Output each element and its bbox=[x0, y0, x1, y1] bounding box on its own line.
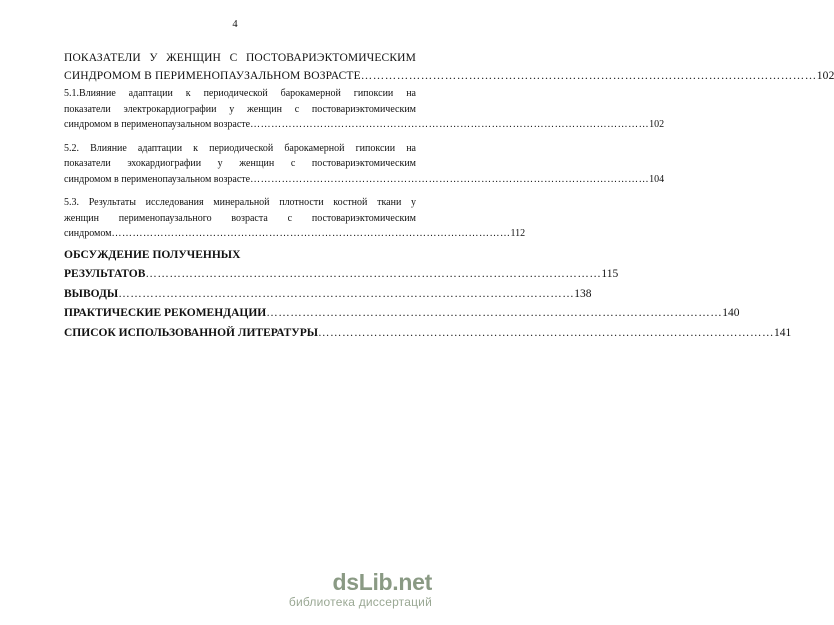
toc-leader: …………………………………………………………………………………………………… bbox=[250, 119, 650, 130]
toc-item-line bbox=[64, 117, 665, 133]
toc-heading-line bbox=[64, 68, 834, 86]
toc-item-text: синдромом bbox=[64, 228, 112, 239]
toc-page-number: 115 bbox=[601, 268, 619, 280]
watermark-logo[interactable] bbox=[282, 569, 432, 613]
toc-page-number: 141 bbox=[774, 326, 792, 339]
toc-page-number: 102 bbox=[649, 119, 665, 130]
toc-conclusions-text: ВЫВОДЫ bbox=[64, 287, 119, 300]
table-of-contents bbox=[64, 50, 834, 343]
toc-leader: …………………………………………………………………………………………………… bbox=[145, 268, 602, 280]
toc-item-line: 5.2. Влияние адаптации к периодической барокамерной гипоксии на bbox=[64, 142, 416, 154]
toc-item-line: показатели эхокардиографии у женщин с постовариэктомическим bbox=[64, 158, 416, 169]
toc-page-number: 112 bbox=[510, 228, 526, 239]
toc-leader: …………………………………………………………………………………………………… bbox=[111, 228, 511, 239]
toc-heading-text: СИНДРОМОМ В ПЕРИМЕНОПАУЗАЛЬНОМ ВОЗРАСТЕ bbox=[64, 69, 361, 82]
toc-leader: …………………………………………………………………………………………………… bbox=[360, 69, 817, 82]
watermark-subtitle: библиотека диссертаций bbox=[288, 595, 432, 609]
toc-recommendations bbox=[64, 304, 740, 324]
watermark-name: dsLib.net bbox=[332, 569, 432, 595]
toc-item bbox=[64, 195, 526, 242]
toc-page-number: 138 bbox=[574, 287, 592, 300]
toc-heading-line: ПОКАЗАТЕЛИ У ЖЕНЩИН С ПОСТОВАРИЭКТОМИЧЕСКИМ bbox=[64, 52, 416, 64]
toc-leader: …………………………………………………………………………………………………… bbox=[318, 326, 775, 339]
toc-discussion-line: ОБСУЖДЕНИЕ ПОЛУЧЕННЫХ bbox=[64, 248, 241, 261]
toc-item bbox=[64, 141, 665, 188]
toc-leader: …………………………………………………………………………………………………… bbox=[266, 307, 723, 319]
toc-item-line: женщин перименопаузального возраста с постовариэктомическим bbox=[64, 212, 416, 224]
toc-section-heading bbox=[64, 50, 834, 85]
toc-conclusions bbox=[64, 285, 592, 305]
toc-discussion-line bbox=[64, 265, 619, 285]
toc-item bbox=[64, 86, 665, 133]
toc-item-line: показатели электрокардиографии у женщин с постовариэктомическим bbox=[64, 103, 416, 115]
toc-references bbox=[64, 324, 792, 344]
toc-item-line bbox=[64, 172, 665, 188]
page-number: 4 bbox=[232, 19, 238, 30]
toc-recommendations-text: ПРАКТИЧЕСКИЕ РЕКОМЕНДАЦИИ bbox=[64, 307, 267, 319]
toc-item-line: 5.3. Результаты исследования минеральной плотности костной ткани у bbox=[64, 197, 416, 208]
toc-references-text: СПИСОК ИСПОЛЬЗОВАННОЙ ЛИТЕРАТУРЫ bbox=[64, 326, 319, 339]
toc-discussion bbox=[64, 246, 619, 285]
toc-page-number: 102 bbox=[816, 69, 834, 82]
toc-item-line: 5.1.Влияние адаптации к периодической барокамерной гипоксии на bbox=[64, 88, 416, 99]
toc-item-text: синдромом в перименопаузальном возрасте bbox=[64, 119, 251, 130]
toc-page-number: 140 bbox=[722, 307, 740, 319]
toc-discussion-text: РЕЗУЛЬТАТОВ bbox=[64, 268, 146, 280]
toc-item-line bbox=[64, 226, 526, 242]
toc-page-number: 104 bbox=[649, 173, 665, 185]
toc-leader: …………………………………………………………………………………………………… bbox=[250, 173, 650, 185]
toc-leader: …………………………………………………………………………………………………… bbox=[118, 287, 575, 300]
toc-item-text: синдромом в перименопаузальном возрасте bbox=[64, 173, 251, 185]
